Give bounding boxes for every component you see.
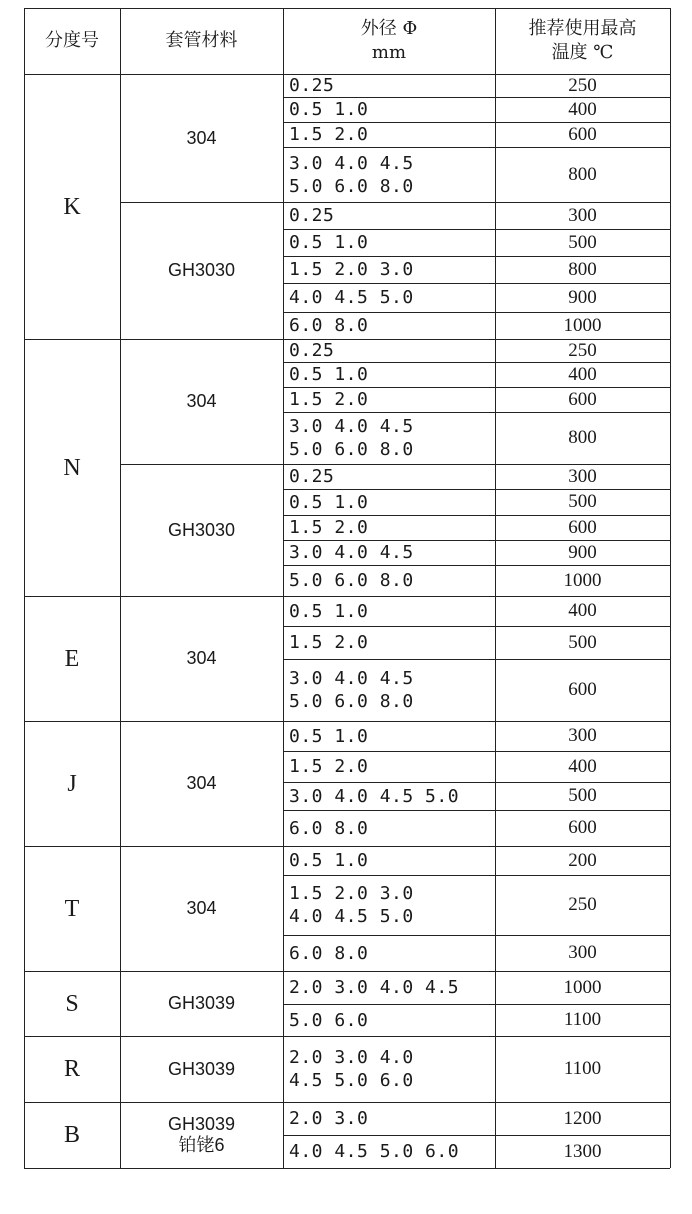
outer-diameter-cell-text: 4.0 4.5 5.0 6.0 bbox=[289, 1141, 460, 1162]
outer-diameter-cell bbox=[283, 810, 495, 846]
header-diameter-text: 外径 Φ mm bbox=[360, 18, 418, 63]
outer-diameter-cell bbox=[283, 464, 495, 489]
sheath-material-cell bbox=[120, 1102, 283, 1168]
max-temperature-cell bbox=[495, 810, 670, 846]
outer-diameter-cell-text: 6.0 8.0 bbox=[289, 942, 369, 964]
max-temperature-cell-text: 1000 bbox=[563, 976, 602, 998]
outer-diameter-cell-text: 0.25 bbox=[289, 205, 335, 226]
max-temperature-cell-text: 500 bbox=[568, 631, 597, 653]
max-temperature-cell bbox=[495, 312, 670, 339]
max-temperature-cell-text: 400 bbox=[568, 363, 597, 385]
graduation-code-cell bbox=[24, 971, 120, 1036]
outer-diameter-cell bbox=[283, 412, 495, 464]
table-rule bbox=[283, 1168, 670, 1169]
outer-diameter-cell bbox=[283, 935, 495, 971]
max-temperature-cell-text: 800 bbox=[568, 258, 597, 280]
graduation-code-cell-text: E bbox=[64, 645, 80, 672]
max-temperature-cell-text: 600 bbox=[568, 516, 597, 538]
sheath-material-cell-text: 304 bbox=[186, 391, 217, 411]
max-temperature-cell-text: 250 bbox=[568, 74, 597, 96]
outer-diameter-cell-text: 1.5 2.0 3.0 4.0 4.5 5.0 bbox=[289, 883, 414, 927]
outer-diameter-cell-text: 6.0 8.0 bbox=[289, 817, 369, 839]
outer-diameter-cell-text: 0.5 1.0 bbox=[289, 232, 369, 253]
max-temperature-cell-text: 300 bbox=[568, 942, 597, 963]
outer-diameter-cell bbox=[283, 875, 495, 935]
outer-diameter-cell-text: 2.0 3.0 4.0 4.5 bbox=[289, 977, 460, 998]
outer-diameter-cell bbox=[283, 283, 495, 312]
outer-diameter-cell bbox=[283, 751, 495, 782]
max-temperature-cell-text: 1000 bbox=[563, 314, 602, 336]
outer-diameter-cell bbox=[283, 229, 495, 256]
table-rule bbox=[283, 8, 284, 1168]
outer-diameter-cell-text: 3.0 4.0 4.5 5.0 6.0 8.0 bbox=[289, 668, 414, 712]
max-temperature-cell bbox=[495, 339, 670, 362]
max-temperature-cell bbox=[495, 565, 670, 596]
outer-diameter-cell bbox=[283, 846, 495, 875]
outer-diameter-cell-text: 3.0 4.0 4.5 bbox=[289, 542, 414, 563]
table-rule bbox=[670, 8, 671, 1168]
graduation-code-cell bbox=[24, 846, 120, 971]
max-temperature-cell-text: 250 bbox=[568, 894, 597, 915]
graduation-code-cell bbox=[24, 339, 120, 596]
max-temperature-cell-text: 300 bbox=[568, 204, 597, 226]
outer-diameter-cell-text: 0.5 1.0 bbox=[289, 364, 369, 385]
sheath-material-cell-text: GH3030 bbox=[167, 260, 236, 280]
outer-diameter-cell bbox=[283, 596, 495, 626]
max-temperature-cell bbox=[495, 515, 670, 540]
sheath-material-cell bbox=[120, 202, 283, 339]
max-temperature-cell-text: 400 bbox=[568, 600, 597, 621]
graduation-code-cell-text: K bbox=[63, 193, 81, 220]
max-temperature-cell-text: 800 bbox=[568, 163, 597, 185]
outer-diameter-cell-text: 1.5 2.0 bbox=[289, 517, 369, 538]
outer-diameter-cell bbox=[283, 540, 495, 565]
outer-diameter-cell bbox=[283, 312, 495, 339]
outer-diameter-cell bbox=[283, 339, 495, 362]
outer-diameter-cell-text: 1.5 2.0 3.0 bbox=[289, 259, 414, 280]
outer-diameter-cell-text: 5.0 6.0 bbox=[289, 1009, 369, 1031]
max-temperature-cell bbox=[495, 1036, 670, 1102]
graduation-code-cell bbox=[24, 74, 120, 339]
outer-diameter-cell-text: 0.25 bbox=[289, 75, 335, 96]
outer-diameter-cell bbox=[283, 565, 495, 596]
max-temperature-cell-text: 1100 bbox=[563, 1009, 602, 1030]
graduation-code-cell-text: S bbox=[65, 990, 79, 1017]
max-temperature-cell bbox=[495, 935, 670, 971]
max-temperature-cell bbox=[495, 846, 670, 875]
header-code bbox=[24, 8, 120, 74]
max-temperature-cell bbox=[495, 202, 670, 229]
outer-diameter-cell bbox=[283, 782, 495, 810]
outer-diameter-cell-text: 0.5 1.0 bbox=[289, 600, 369, 622]
outer-diameter-cell-text: 1.5 2.0 bbox=[289, 124, 369, 145]
outer-diameter-cell bbox=[283, 202, 495, 229]
outer-diameter-cell-text: 2.0 3.0 4.0 4.5 5.0 6.0 bbox=[289, 1047, 414, 1091]
max-temperature-cell-text: 1000 bbox=[563, 569, 602, 591]
sheath-material-cell-text: GH3039 bbox=[167, 993, 236, 1013]
max-temperature-cell bbox=[495, 464, 670, 489]
max-temperature-cell bbox=[495, 283, 670, 312]
max-temperature-cell bbox=[495, 721, 670, 751]
sheath-material-cell bbox=[120, 1036, 283, 1102]
max-temperature-cell-text: 400 bbox=[568, 755, 597, 777]
outer-diameter-cell-text: 3.0 4.0 4.5 5.0 6.0 8.0 bbox=[289, 416, 414, 460]
max-temperature-cell-text: 800 bbox=[568, 427, 597, 448]
outer-diameter-cell-text: 0.5 1.0 bbox=[289, 725, 369, 747]
max-temperature-cell-text: 500 bbox=[568, 231, 597, 253]
outer-diameter-cell bbox=[283, 74, 495, 97]
max-temperature-cell bbox=[495, 626, 670, 659]
sheath-material-cell-text: GH3030 bbox=[167, 519, 236, 540]
max-temperature-cell bbox=[495, 751, 670, 782]
header-diameter bbox=[283, 8, 495, 74]
outer-diameter-cell bbox=[283, 515, 495, 540]
max-temperature-cell bbox=[495, 147, 670, 202]
table-rule bbox=[120, 1168, 283, 1169]
max-temperature-cell-text: 500 bbox=[568, 785, 597, 806]
outer-diameter-cell bbox=[283, 659, 495, 721]
max-temperature-cell bbox=[495, 229, 670, 256]
sheath-material-cell bbox=[120, 339, 283, 464]
max-temperature-cell bbox=[495, 1102, 670, 1135]
max-temperature-cell bbox=[495, 1135, 670, 1168]
outer-diameter-cell-text: 0.5 1.0 bbox=[289, 850, 369, 871]
outer-diameter-cell-text: 2.0 3.0 bbox=[289, 1108, 369, 1129]
sheath-material-cell-text: 304 bbox=[186, 898, 217, 918]
sheath-material-cell-text: 304 bbox=[186, 773, 217, 793]
graduation-code-cell-text: T bbox=[64, 895, 80, 922]
max-temperature-cell-text: 200 bbox=[568, 849, 597, 871]
header-max-temp-text: 推荐使用最高 温度 ℃ bbox=[528, 18, 637, 63]
outer-diameter-cell bbox=[283, 1036, 495, 1102]
outer-diameter-cell-text: 1.5 2.0 bbox=[289, 389, 369, 410]
graduation-code-cell bbox=[24, 721, 120, 846]
table-rule bbox=[24, 8, 25, 1168]
graduation-code-cell-text: B bbox=[63, 1122, 80, 1148]
max-temperature-cell-text: 250 bbox=[568, 339, 597, 361]
graduation-code-cell-text: N bbox=[63, 454, 81, 481]
header-max-temp bbox=[495, 8, 670, 74]
max-temperature-cell bbox=[495, 387, 670, 412]
sheath-material-cell-text: 304 bbox=[186, 127, 217, 148]
outer-diameter-cell bbox=[283, 1102, 495, 1135]
outer-diameter-cell-text: 5.0 6.0 8.0 bbox=[289, 570, 414, 591]
sheath-material-cell-text: 304 bbox=[186, 648, 217, 668]
sheath-material-cell bbox=[120, 596, 283, 721]
max-temperature-cell-text: 500 bbox=[568, 491, 597, 512]
outer-diameter-cell bbox=[283, 97, 495, 122]
max-temperature-cell bbox=[495, 122, 670, 147]
outer-diameter-cell-text: 0.5 1.0 bbox=[289, 491, 369, 513]
max-temperature-cell bbox=[495, 875, 670, 935]
outer-diameter-cell-text: 0.5 1.0 bbox=[289, 99, 369, 120]
outer-diameter-cell bbox=[283, 626, 495, 659]
max-temperature-cell bbox=[495, 596, 670, 626]
max-temperature-cell-text: 900 bbox=[568, 286, 597, 308]
outer-diameter-cell bbox=[283, 721, 495, 751]
outer-diameter-cell-text: 3.0 4.0 4.5 5.0 bbox=[289, 785, 460, 807]
outer-diameter-cell bbox=[283, 387, 495, 412]
outer-diameter-cell-text: 0.25 bbox=[289, 466, 335, 487]
sheath-material-cell bbox=[120, 74, 283, 202]
table-rule bbox=[120, 8, 121, 1168]
sheath-material-cell-text: GH3039 铂铑6 bbox=[167, 1114, 236, 1155]
max-temperature-cell-text: 600 bbox=[568, 679, 597, 700]
graduation-code-cell bbox=[24, 1036, 120, 1102]
outer-diameter-cell-text: 6.0 8.0 bbox=[289, 315, 369, 336]
max-temperature-cell-text: 400 bbox=[568, 98, 597, 120]
max-temperature-cell bbox=[495, 971, 670, 1004]
max-temperature-cell bbox=[495, 659, 670, 721]
sheath-material-cell bbox=[120, 971, 283, 1036]
sheath-material-cell-text: GH3039 bbox=[167, 1058, 236, 1079]
max-temperature-cell-text: 600 bbox=[568, 388, 597, 410]
graduation-code-cell-text: R bbox=[63, 1056, 80, 1082]
max-temperature-cell-text: 600 bbox=[568, 123, 597, 145]
max-temperature-cell bbox=[495, 540, 670, 565]
table-rule bbox=[24, 1168, 120, 1169]
max-temperature-cell-text: 1300 bbox=[563, 1140, 602, 1162]
outer-diameter-cell-text: 0.25 bbox=[289, 340, 335, 361]
outer-diameter-cell bbox=[283, 147, 495, 202]
max-temperature-cell bbox=[495, 256, 670, 283]
graduation-code-cell bbox=[24, 596, 120, 721]
header-material-text: 套管材料 bbox=[165, 30, 238, 51]
outer-diameter-cell bbox=[283, 971, 495, 1004]
max-temperature-cell-text: 600 bbox=[568, 817, 597, 838]
sheath-material-cell bbox=[120, 846, 283, 971]
max-temperature-cell bbox=[495, 97, 670, 122]
outer-diameter-cell bbox=[283, 1004, 495, 1036]
max-temperature-cell-text: 900 bbox=[568, 541, 597, 563]
outer-diameter-cell-text: 4.0 4.5 5.0 bbox=[289, 287, 414, 308]
max-temperature-cell-text: 1100 bbox=[563, 1058, 602, 1079]
graduation-code-cell-text: J bbox=[67, 770, 77, 797]
table-rule bbox=[495, 8, 496, 1168]
max-temperature-cell bbox=[495, 74, 670, 97]
max-temperature-cell bbox=[495, 782, 670, 810]
header-material bbox=[120, 8, 283, 74]
max-temperature-cell bbox=[495, 489, 670, 515]
outer-diameter-cell bbox=[283, 256, 495, 283]
max-temperature-cell-text: 300 bbox=[568, 465, 597, 487]
max-temperature-cell bbox=[495, 362, 670, 387]
outer-diameter-cell-text: 1.5 2.0 bbox=[289, 632, 369, 653]
outer-diameter-cell bbox=[283, 489, 495, 515]
outer-diameter-cell bbox=[283, 1135, 495, 1168]
max-temperature-cell bbox=[495, 412, 670, 464]
graduation-code-cell bbox=[24, 1102, 120, 1168]
outer-diameter-cell-text: 3.0 4.0 4.5 5.0 6.0 8.0 bbox=[289, 152, 414, 197]
sheath-material-cell bbox=[120, 464, 283, 596]
outer-diameter-cell bbox=[283, 362, 495, 387]
outer-diameter-cell bbox=[283, 122, 495, 147]
max-temperature-cell-text: 300 bbox=[568, 725, 597, 746]
max-temperature-cell-text: 1200 bbox=[563, 1107, 602, 1129]
header-code-text: 分度号 bbox=[45, 30, 99, 51]
outer-diameter-cell-text: 1.5 2.0 bbox=[289, 756, 369, 777]
sheath-material-cell bbox=[120, 721, 283, 846]
max-temperature-cell bbox=[495, 1004, 670, 1036]
